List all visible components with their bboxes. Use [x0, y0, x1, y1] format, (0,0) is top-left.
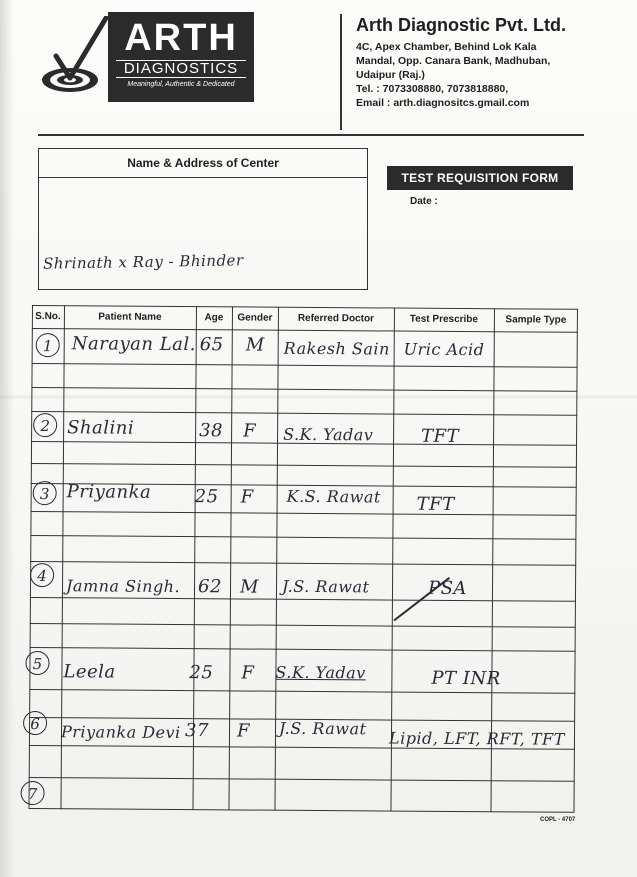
patient-gender: M	[245, 334, 265, 356]
logo-tagline: Meaningful, Authentic & Dedicated	[127, 81, 235, 88]
patient-name: Priyanka	[66, 481, 152, 503]
referred-doctor: S.K. Yadav	[283, 424, 374, 445]
patient-gender: F	[243, 420, 257, 442]
center-address-box	[38, 148, 368, 290]
col-header-gender: Gender	[237, 312, 273, 324]
patient-gender: F	[240, 486, 254, 508]
col-header-sample-type: Sample Type	[505, 314, 567, 326]
referred-doctor: Rakesh Sain	[283, 338, 390, 359]
patient-age: 65	[199, 334, 224, 356]
center-address-heading: Name & Address of Center	[39, 149, 367, 178]
address-line: Udaipur (Raj.)	[356, 69, 425, 81]
test-prescribed: Uric Acid	[403, 339, 485, 360]
logo-subtitle: DIAGNOSTICS	[116, 60, 246, 78]
test-prescribed: TFT	[416, 493, 455, 515]
col-header-test-prescribe: Test Prescribe	[409, 313, 479, 326]
patient-age: 62	[197, 576, 223, 598]
phone-line: Tel. : 7073308880, 7073818880,	[356, 83, 509, 95]
patient-name: Jamna Singh.	[65, 576, 181, 597]
col-header-patient-name: Patient Name	[98, 311, 162, 323]
serial-number: 1	[36, 333, 60, 357]
date-label: Date :	[410, 196, 438, 207]
patient-name: Narayan Lal.	[71, 333, 197, 356]
col-header-age: Age	[204, 312, 224, 324]
test-prescribed: Lipid, LFT, RFT, TFT	[388, 728, 565, 749]
referred-doctor: J.S. Rawat	[281, 576, 370, 597]
referred-doctor: S.K. Yadav	[275, 662, 366, 683]
company-logo	[38, 8, 258, 108]
patient-table	[28, 305, 578, 813]
header-rule	[38, 134, 584, 136]
email-line: Email : arth.diagnositcs.gmail.com	[356, 97, 530, 109]
table-header-row	[32, 305, 578, 333]
patient-gender: F	[236, 720, 251, 742]
patient-age: 25	[194, 486, 219, 508]
patient-name: Leela	[63, 661, 116, 683]
col-header-sno: S.No.	[35, 311, 61, 323]
address-line: Mandal, Opp. Canara Bank, Madhuban,	[356, 55, 551, 67]
company-name: Arth Diagnostic Pvt. Ltd.	[356, 15, 567, 35]
target-checkmark-icon	[40, 16, 110, 96]
form-code: COPL - 4707	[540, 817, 576, 823]
patient-name: Shalini	[67, 417, 135, 439]
serial-number: 4	[30, 563, 54, 587]
center-address-handwritten: Shrinath x Ray - Bhinder	[42, 251, 244, 273]
patient-age: 37	[184, 720, 210, 742]
serial-number: 7	[21, 781, 45, 805]
logo-badge	[108, 12, 254, 102]
address-line: 4C, Apex Chamber, Behind Lok Kala	[356, 41, 537, 53]
test-prescribed: TFT	[421, 425, 460, 447]
col-header-referred-doctor: Referred Doctor	[297, 312, 375, 325]
patient-gender: F	[241, 662, 255, 684]
serial-number: 5	[25, 651, 49, 675]
test-prescribed: PT INR	[431, 667, 501, 690]
logo-wordmark: ARTH	[124, 17, 238, 59]
patient-age: 25	[189, 662, 214, 684]
patient-age: 38	[199, 420, 224, 442]
patient-name: Priyanka Devi	[60, 722, 181, 743]
paper-edge-shadow	[0, 0, 14, 877]
form-title: TEST REQUISITION FORM	[387, 166, 573, 190]
patient-gender: M	[239, 576, 260, 598]
test-prescribed: PSA	[427, 577, 468, 600]
referred-doctor: K.S. Rawat	[286, 486, 381, 507]
serial-number: 2	[33, 413, 57, 437]
serial-number: 6	[23, 711, 47, 735]
header-divider	[340, 14, 342, 130]
referred-doctor: J.S. Rawat	[278, 718, 367, 739]
company-info	[356, 15, 626, 110]
serial-number: 3	[33, 481, 57, 505]
